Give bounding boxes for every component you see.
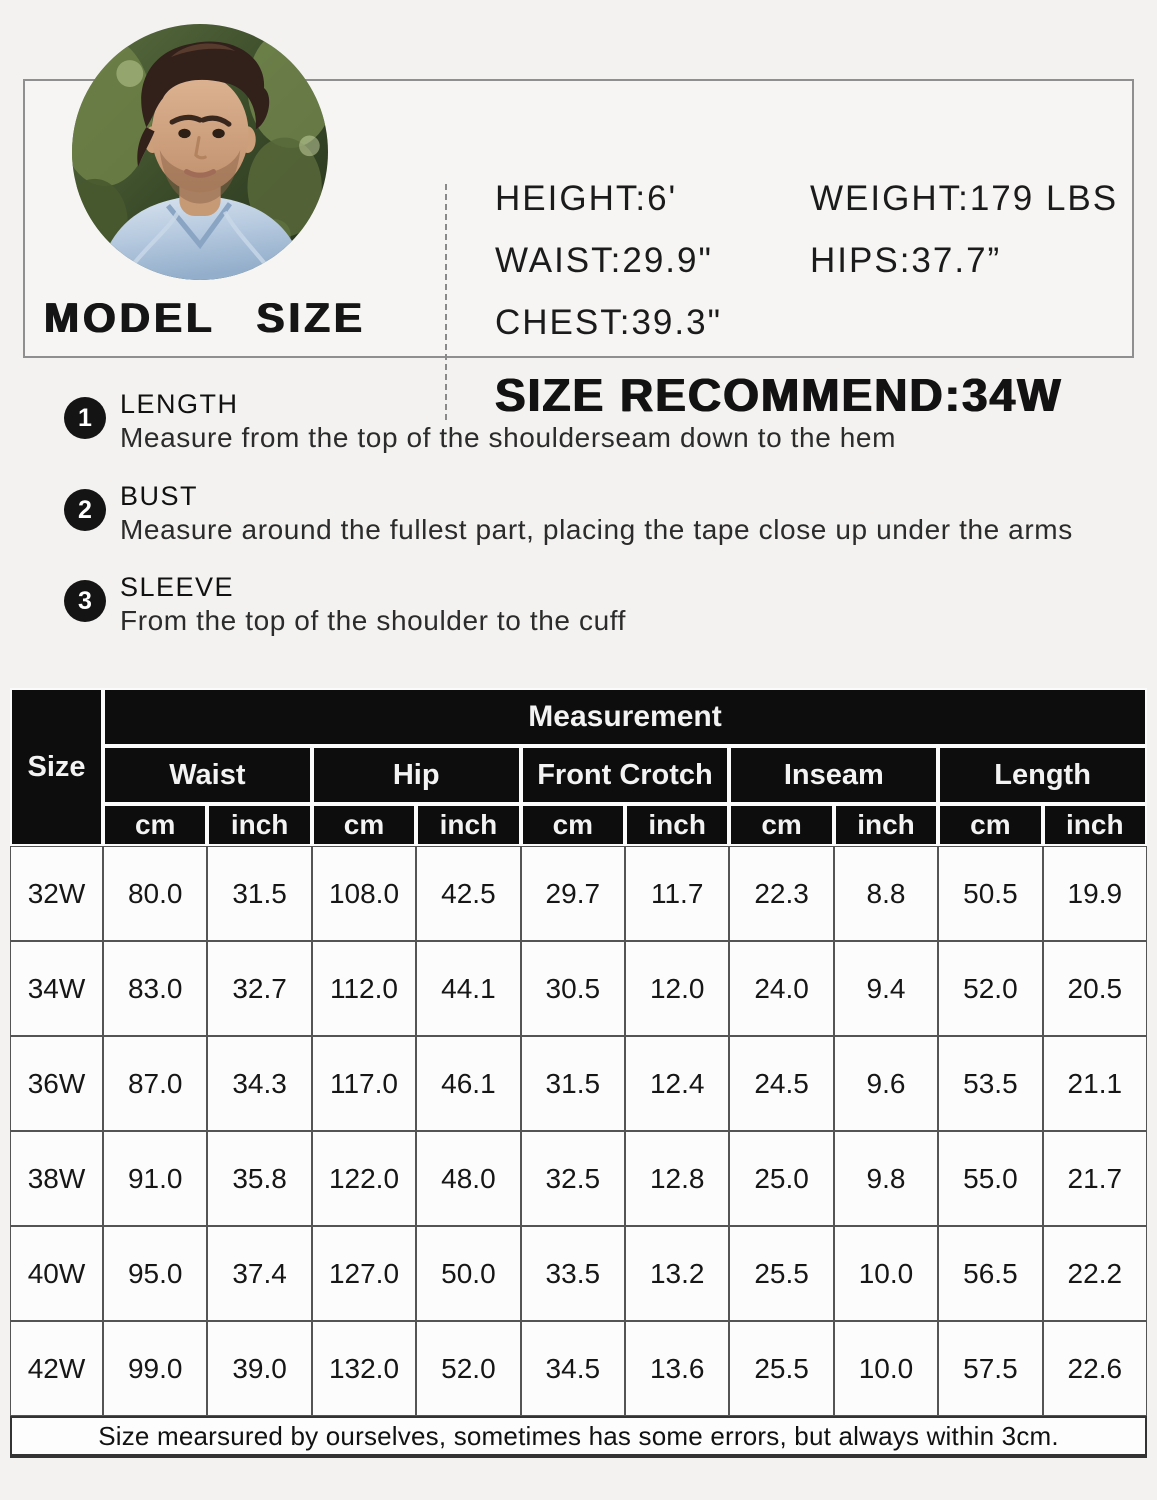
value-cell: 52.0 [416,1321,520,1416]
step-1-badge: 1 [64,397,106,439]
value-cell: 95.0 [103,1226,207,1321]
unit-header-cm: cm [312,804,416,846]
value-cell: 34.5 [521,1321,625,1416]
col-header-front-crotch: Front Crotch [521,746,730,804]
unit-header-cm: cm [521,804,625,846]
instruction-desc: Measure from the top of the shoulderseam down to the hem [120,422,897,453]
col-header-length: Length [938,746,1147,804]
value-cell: 31.5 [521,1036,625,1131]
size-cell: 40W [10,1226,103,1321]
stat-row [495,179,1155,241]
col-header-inseam: Inseam [729,746,938,804]
instruction-title: LENGTH [120,389,239,419]
size-cell: 38W [10,1131,103,1226]
size-chart-table [10,688,1147,1458]
value-cell: 108.0 [312,846,416,941]
value-cell: 30.5 [521,941,625,1036]
stat-row [495,303,1155,365]
step-2-badge: 2 [64,489,106,531]
value-cell: 37.4 [207,1226,311,1321]
model-stats [495,179,1155,422]
value-cell: 24.0 [729,941,833,1036]
value-cell: 29.7 [521,846,625,941]
value-cell: 39.0 [207,1321,311,1416]
vertical-dashed-divider [445,184,447,420]
value-cell: 55.0 [938,1131,1042,1226]
value-cell: 32.7 [207,941,311,1036]
size-cell: 36W [10,1036,103,1131]
value-cell: 127.0 [312,1226,416,1321]
value-cell: 117.0 [312,1036,416,1131]
model-waist: WAIST:29.9" [495,241,713,280]
value-cell: 22.2 [1043,1226,1147,1321]
col-header-hip: Hip [312,746,521,804]
col-header-waist: Waist [103,746,312,804]
model-size-title: MODEL SIZE [44,294,366,341]
model-weight: WEIGHT:179 LBS [810,179,1119,218]
value-cell: 52.0 [938,941,1042,1036]
model-chest: CHEST:39.3" [495,303,723,342]
value-cell: 12.8 [625,1131,729,1226]
size-cell: 34W [10,941,103,1036]
value-cell: 48.0 [416,1131,520,1226]
value-cell: 32.5 [521,1131,625,1226]
value-cell: 132.0 [312,1321,416,1416]
unit-header-inch: inch [207,804,311,846]
value-cell: 34.3 [207,1036,311,1131]
value-cell: 91.0 [103,1131,207,1226]
value-cell: 24.5 [729,1036,833,1131]
value-cell: 12.4 [625,1036,729,1131]
value-cell: 46.1 [416,1036,520,1131]
value-cell: 12.0 [625,941,729,1036]
unit-header-cm: cm [938,804,1042,846]
value-cell: 13.2 [625,1226,729,1321]
step-3-badge: 3 [64,580,106,622]
value-cell: 50.5 [938,846,1042,941]
value-cell: 35.8 [207,1131,311,1226]
value-cell: 22.6 [1043,1321,1147,1416]
instruction-desc: Measure around the fullest part, placing the tape close up under the arms [120,514,1073,545]
instruction-sleeve [64,571,626,637]
model-height: HEIGHT:6' [495,179,678,218]
value-cell: 25.5 [729,1321,833,1416]
col-header-size: Size [10,688,103,846]
value-cell: 87.0 [103,1036,207,1131]
value-cell: 57.5 [938,1321,1042,1416]
size-cell: 32W [10,846,103,941]
col-header-measurement: Measurement [103,688,1147,746]
value-cell: 83.0 [103,941,207,1036]
value-cell: 22.3 [729,846,833,941]
value-cell: 122.0 [312,1131,416,1226]
value-cell: 9.4 [834,941,938,1036]
value-cell: 10.0 [834,1321,938,1416]
model-photo [72,24,328,280]
instruction-text [120,388,896,454]
value-cell: 80.0 [103,846,207,941]
value-cell: 53.5 [938,1036,1042,1131]
instruction-title: BUST [120,481,199,511]
value-cell: 112.0 [312,941,416,1036]
unit-header-inch: inch [834,804,938,846]
value-cell: 20.5 [1043,941,1147,1036]
value-cell: 10.0 [834,1226,938,1321]
unit-header-cm: cm [729,804,833,846]
value-cell: 50.0 [416,1226,520,1321]
value-cell: 21.1 [1043,1036,1147,1131]
value-cell: 31.5 [207,846,311,941]
value-cell: 13.6 [625,1321,729,1416]
value-cell: 9.8 [834,1131,938,1226]
instruction-text [120,571,626,637]
value-cell: 99.0 [103,1321,207,1416]
value-cell: 11.7 [625,846,729,941]
value-cell: 33.5 [521,1226,625,1321]
stat-row [495,241,1155,303]
unit-header-inch: inch [416,804,520,846]
size-disclaimer: Size mearsured by ourselves, sometimes has some errors, but always within 3cm. [10,1416,1147,1458]
unit-header-cm: cm [103,804,207,846]
value-cell: 25.0 [729,1131,833,1226]
value-cell: 9.6 [834,1036,938,1131]
value-cell: 42.5 [416,846,520,941]
instruction-desc: From the top of the shoulder to the cuff [120,605,626,636]
value-cell: 25.5 [729,1226,833,1321]
value-cell: 19.9 [1043,846,1147,941]
value-cell: 56.5 [938,1226,1042,1321]
model-hips: HIPS:37.7” [810,241,1002,280]
size-cell: 42W [10,1321,103,1416]
unit-header-inch: inch [625,804,729,846]
value-cell: 21.7 [1043,1131,1147,1226]
instruction-bust [64,480,1073,546]
instruction-title: SLEEVE [120,572,235,602]
value-cell: 8.8 [834,846,938,941]
size-recommendation: SIZE RECOMMEND:34W [495,369,1063,421]
unit-header-inch: inch [1043,804,1147,846]
value-cell: 44.1 [416,941,520,1036]
instruction-text [120,480,1073,546]
instruction-length [64,388,896,454]
